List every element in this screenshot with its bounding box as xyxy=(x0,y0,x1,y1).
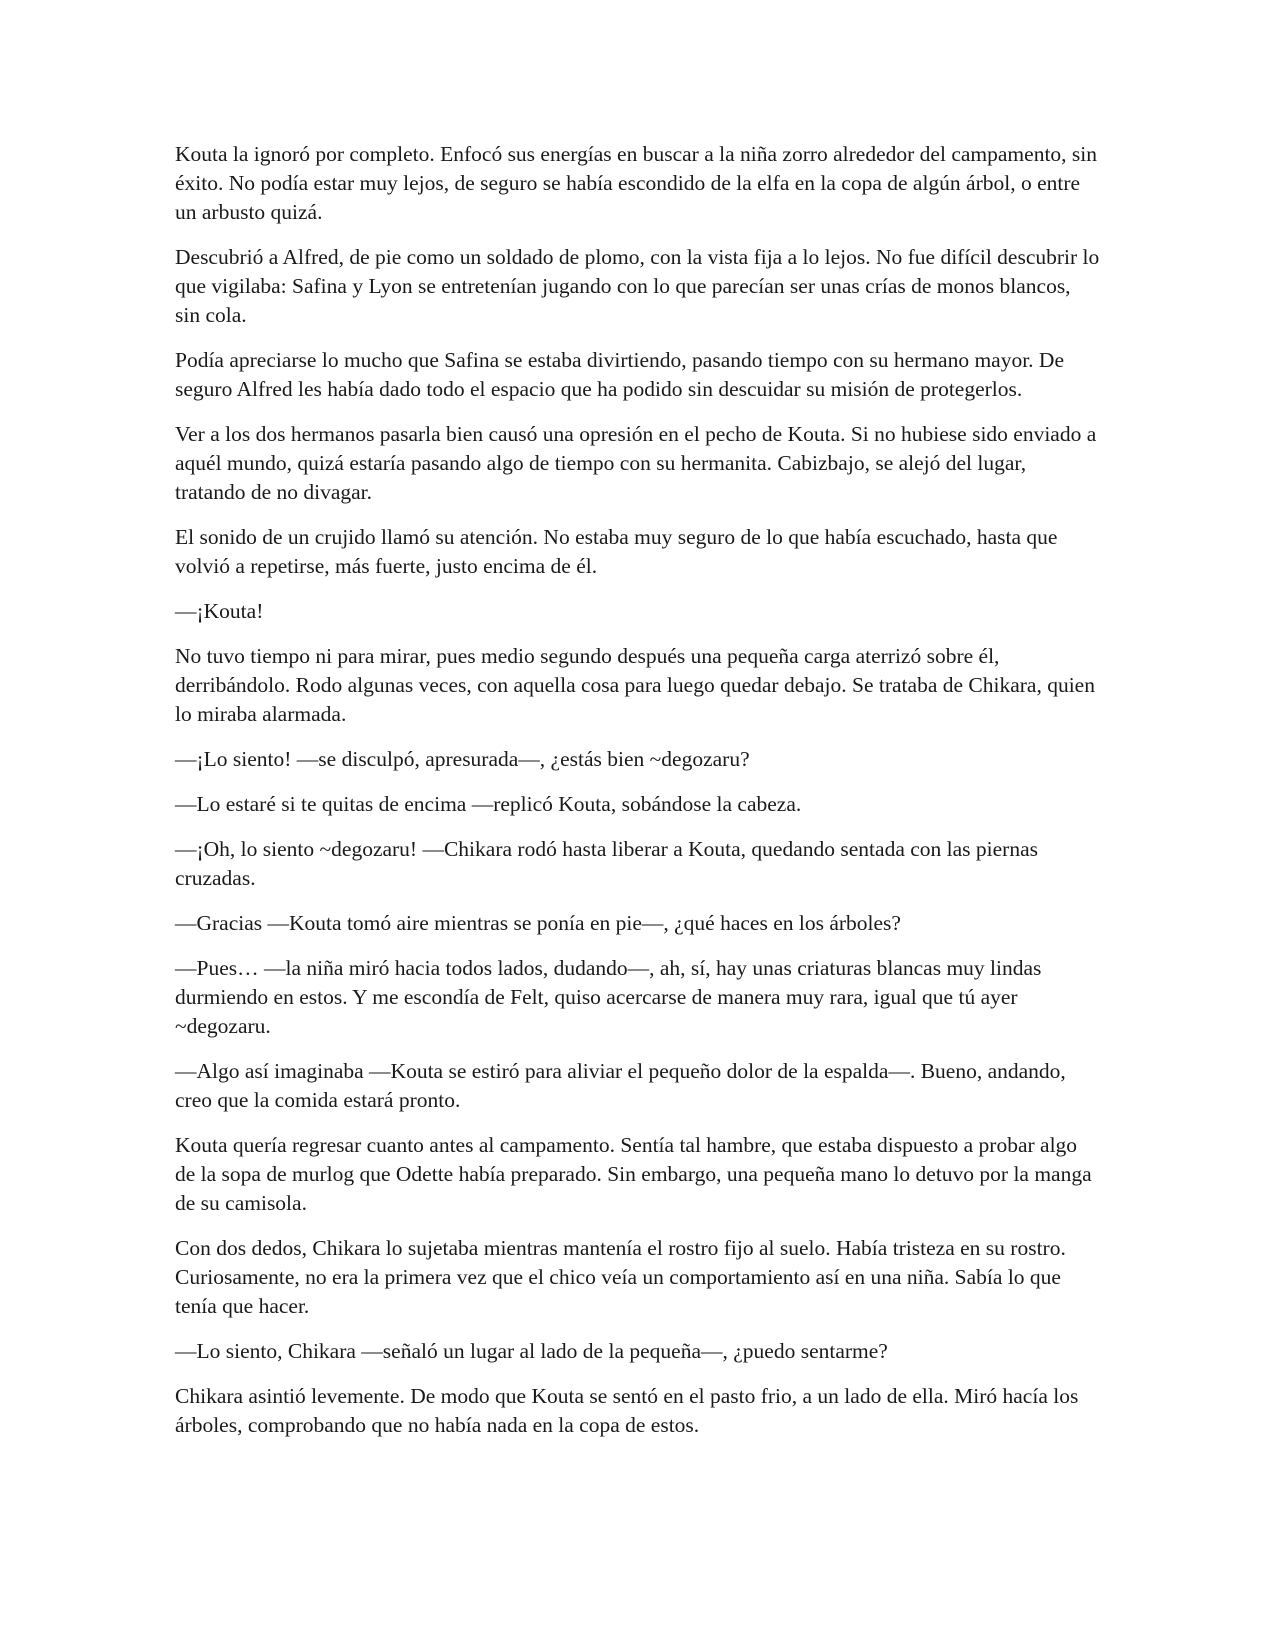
paragraph: Podía apreciarse lo mucho que Safina se estaba divirtiendo, pasando tiempo con su hermano mayor. De seguro Alfred les había dado todo el espacio que ha podido sin descuidar su misión de protegerlos. xyxy=(175,348,1065,401)
dialogue-line: —Lo estaré si te quitas de encima —replicó Kouta, sobándose la cabeza. xyxy=(175,792,802,816)
dialogue-line: —¡Lo siento! —se disculpó, apresurada—, ¿estás bien ~degozaru? xyxy=(175,747,750,771)
document-page xyxy=(175,140,1100,1456)
paragraph: Con dos dedos, Chikara lo sujetaba mientras mantenía el rostro fijo al suelo. Había tristeza en su rostro. Curiosamente, no era la primera vez que el chico veía un comportamiento así en una niña. Sabía lo que tenía que hacer. xyxy=(175,1236,1066,1318)
dialogue-line: —Pues… —la niña miró hacia todos lados, dudando—, ah, sí, hay unas criaturas blancas muy lindas durmiendo en estos. Y me escondía de Felt, quiso acercarse de manera muy rara, igual que tú ayer ~degozaru. xyxy=(175,956,1042,1038)
paragraph: Kouta quería regresar cuanto antes al campamento. Sentía tal hambre, que estaba dispuesto a probar algo de la sopa de murlog que Odette había preparado. Sin embargo, una pequeña mano lo detuvo por la manga de su camisola. xyxy=(175,1133,1092,1215)
paragraph: Ver a los dos hermanos pasarla bien causó una opresión en el pecho de Kouta. Si no hubiese sido enviado a aquél mundo, quizá estaría pasando algo de tiempo con su hermanita. Cabizbajo, se alejó del lugar, tratando de no divagar. xyxy=(175,422,1097,504)
paragraph: No tuvo tiempo ni para mirar, pues medio segundo después una pequeña carga aterrizó sobre él, derribándolo. Rodo algunas veces, con aquella cosa para luego quedar debajo. Se trataba de Chikara, quien lo miraba alarmada. xyxy=(175,644,1095,726)
paragraph: Chikara asintió levemente. De modo que Kouta se sentó en el pasto frio, a un lado de ella. Miró hacía los árboles, comprobando que no había nada en la copa de estos. xyxy=(175,1384,1079,1437)
dialogue-line: —¡Kouta! xyxy=(175,599,264,623)
paragraph: El sonido de un crujido llamó su atención. No estaba muy seguro de lo que había escuchado, hasta que volvió a repetirse, más fuerte, justo encima de él. xyxy=(175,525,1058,578)
dialogue-line: —¡Oh, lo siento ~degozaru! —Chikara rodó hasta liberar a Kouta, quedando sentada con las piernas cruzadas. xyxy=(175,837,1038,890)
dialogue-line: —Lo siento, Chikara —señaló un lugar al lado de la pequeña—, ¿puedo sentarme? xyxy=(175,1339,888,1363)
paragraph: Descubrió a Alfred, de pie como un soldado de plomo, con la vista fija a lo lejos. No fue difícil descubrir lo que vigilaba: Safina y Lyon se entretenían jugando con lo que parecían ser unas crías de monos blancos, sin cola. xyxy=(175,245,1100,327)
dialogue-line: —Algo así imaginaba —Kouta se estiró para aliviar el pequeño dolor de la espalda—. Bueno, andando, creo que la comida estará pronto. xyxy=(175,1059,1066,1112)
dialogue-line: —Gracias —Kouta tomó aire mientras se ponía en pie—, ¿qué haces en los árboles? xyxy=(175,911,901,935)
paragraph: Kouta la ignoró por completo. Enfocó sus energías en buscar a la niña zorro alrededor del campamento, sin éxito. No podía estar muy lejos, de seguro se había escondido de la elfa en la copa de algún árbol, o entre un arbusto quizá. xyxy=(175,142,1098,224)
